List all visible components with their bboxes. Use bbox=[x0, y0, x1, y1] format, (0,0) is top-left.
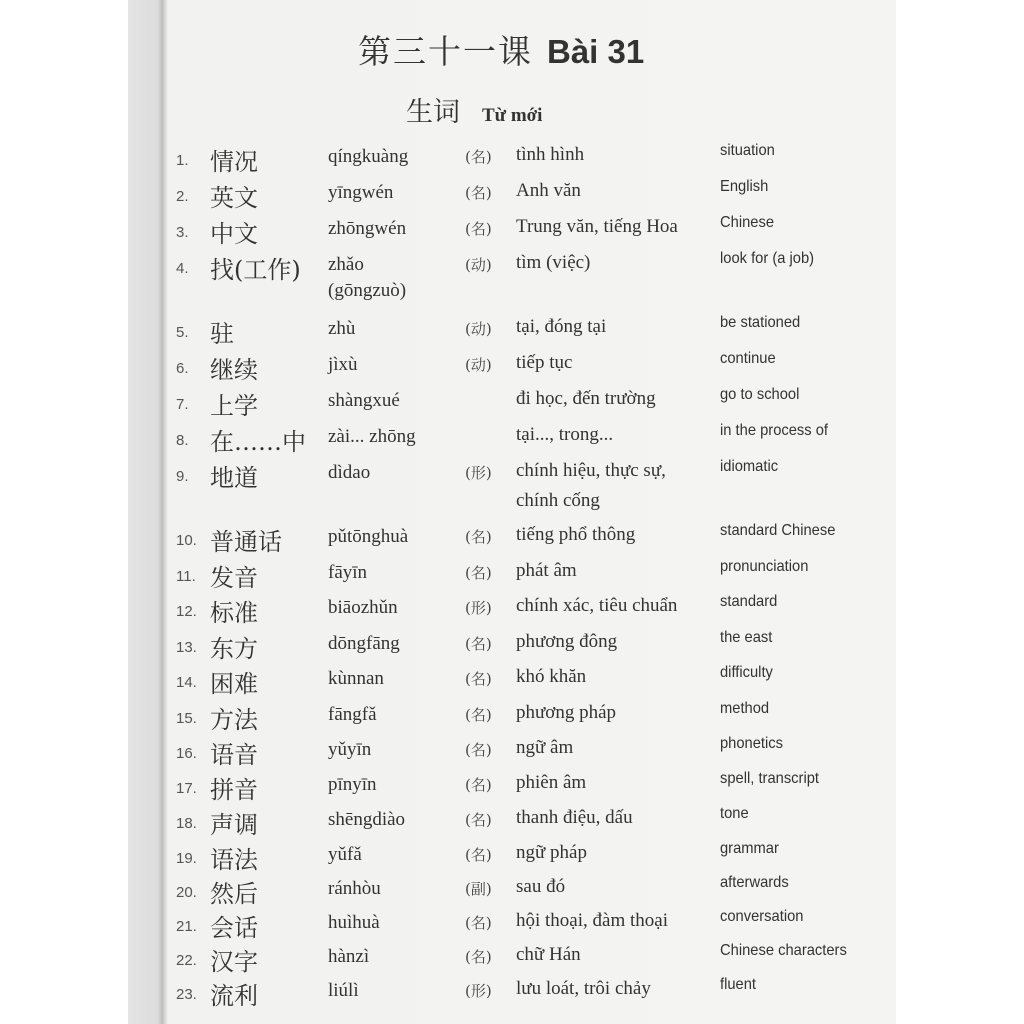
vocab-row bbox=[128, 214, 896, 250]
vocab-vietnamese: chính xác, tiêu chuẩn bbox=[516, 595, 678, 616]
vocab-pinyin: yīngwén bbox=[328, 182, 394, 203]
vocab-part-of-speech: (形) bbox=[465, 464, 492, 482]
vocab-number: 7. bbox=[176, 396, 189, 413]
vocab-vietnamese: tiếp tục bbox=[516, 352, 573, 373]
vocab-vietnamese: chính hiệu, thực sự, bbox=[516, 460, 666, 481]
vocab-row bbox=[128, 664, 896, 700]
vocab-vietnamese: thanh điệu, dấu bbox=[516, 807, 633, 828]
vocab-vietnamese: tìm (việc) bbox=[516, 252, 591, 273]
vocab-hanzi: 语法 bbox=[210, 846, 258, 874]
vocab-hanzi: 地道 bbox=[210, 464, 258, 492]
vocab-pinyin: dìdao bbox=[328, 462, 371, 483]
vocab-pinyin: zhōngwén bbox=[328, 218, 407, 239]
vocab-vietnamese: Trung văn, tiếng Hoa bbox=[516, 216, 678, 237]
vocab-english: be stationed bbox=[720, 314, 801, 331]
vocab-number: 6. bbox=[176, 360, 189, 377]
vocab-english: standard Chinese bbox=[720, 522, 836, 539]
vocab-part-of-speech: (形) bbox=[465, 599, 492, 617]
vocab-vietnamese: phát âm bbox=[516, 560, 577, 581]
vocab-row bbox=[128, 629, 896, 665]
vocab-number: 22. bbox=[176, 952, 197, 969]
vocab-english: phonetics bbox=[720, 735, 784, 752]
vocab-part-of-speech: (名) bbox=[465, 706, 492, 724]
vocab-english: standard bbox=[720, 593, 778, 610]
vocab-hanzi: 驻 bbox=[210, 320, 234, 348]
vocab-pinyin-continued: (gōngzuò) bbox=[328, 280, 407, 301]
vocab-pinyin: zhǎo bbox=[328, 254, 364, 275]
vocab-pinyin: hànzì bbox=[328, 946, 370, 967]
vocab-hanzi: 中文 bbox=[210, 220, 258, 248]
vocab-hanzi: 东方 bbox=[210, 635, 258, 663]
vocab-row bbox=[128, 458, 896, 511]
vocab-row bbox=[128, 735, 896, 771]
section-heading-vietnamese: Từ mới bbox=[482, 105, 543, 126]
lesson-title-vietnamese: Bài 31 bbox=[547, 33, 645, 70]
vocab-hanzi: 困难 bbox=[210, 670, 258, 698]
vocab-english: English bbox=[720, 178, 769, 195]
vocab-vietnamese: ngữ pháp bbox=[516, 842, 587, 863]
vocab-hanzi: 继续 bbox=[210, 356, 258, 384]
vocab-part-of-speech: (名) bbox=[465, 528, 492, 546]
book-page bbox=[128, 0, 896, 1024]
vocab-pinyin: shàngxué bbox=[328, 390, 400, 411]
vocab-hanzi: 语音 bbox=[210, 741, 258, 769]
vocab-hanzi: 普通话 bbox=[210, 528, 282, 556]
vocab-number: 23. bbox=[176, 986, 197, 1003]
vocab-hanzi: 标准 bbox=[210, 599, 258, 627]
vocab-number: 21. bbox=[176, 918, 197, 935]
vocab-row bbox=[128, 386, 896, 422]
vocab-row bbox=[128, 250, 896, 301]
vocab-pinyin: yǔfǎ bbox=[328, 844, 362, 865]
vocab-english: Chinese characters bbox=[720, 942, 847, 959]
vocab-number: 18. bbox=[176, 815, 197, 832]
vocab-vietnamese: phương pháp bbox=[516, 702, 617, 723]
vocab-hanzi: 上学 bbox=[210, 392, 258, 420]
lesson-title bbox=[358, 26, 644, 73]
vocab-number: 8. bbox=[176, 432, 189, 449]
vocab-pinyin: yǔyīn bbox=[328, 739, 372, 760]
vocab-english: tone bbox=[720, 805, 749, 822]
vocab-number: 13. bbox=[176, 639, 197, 656]
vocab-vietnamese: tình hình bbox=[516, 144, 585, 165]
vocab-english: method bbox=[720, 700, 770, 717]
vocab-english: spell, transcript bbox=[720, 770, 819, 787]
vocab-part-of-speech: (名) bbox=[465, 811, 492, 829]
vocab-hanzi: 流利 bbox=[210, 982, 258, 1010]
vocab-hanzi: 汉字 bbox=[210, 948, 258, 976]
vocab-part-of-speech: (形) bbox=[465, 982, 492, 1000]
vocab-english: go to school bbox=[720, 386, 800, 403]
vocab-pinyin: fāyīn bbox=[328, 562, 368, 583]
vocab-vietnamese: chữ Hán bbox=[516, 944, 581, 965]
vocab-number: 2. bbox=[176, 188, 189, 205]
vocab-vietnamese: hội thoại, đàm thoại bbox=[516, 910, 668, 931]
vocab-vietnamese-continued: chính cống bbox=[516, 490, 600, 511]
vocab-part-of-speech: (名) bbox=[465, 846, 492, 864]
vocab-pinyin: pǔtōnghuà bbox=[328, 526, 409, 547]
vocab-pinyin: kùnnan bbox=[328, 668, 384, 689]
vocab-pinyin: fāngfǎ bbox=[328, 704, 377, 725]
vocab-row bbox=[128, 805, 896, 841]
vocab-english: afterwards bbox=[720, 874, 789, 891]
vocab-english: the east bbox=[720, 629, 773, 646]
vocab-number: 14. bbox=[176, 674, 197, 691]
vocab-row bbox=[128, 908, 896, 944]
vocab-vietnamese: khó khăn bbox=[516, 666, 587, 687]
vocab-number: 19. bbox=[176, 850, 197, 867]
vocab-part-of-speech: (动) bbox=[465, 256, 492, 274]
vocab-part-of-speech: (名) bbox=[465, 635, 492, 653]
vocab-vietnamese: ngữ âm bbox=[516, 737, 574, 758]
vocab-vietnamese: đi học, đến trường bbox=[516, 388, 656, 409]
vocab-pinyin: biāozhǔn bbox=[328, 597, 398, 618]
vocab-english: fluent bbox=[720, 976, 757, 993]
vocab-hanzi: 情况 bbox=[210, 148, 258, 176]
vocab-pinyin: dōngfāng bbox=[328, 633, 400, 654]
vocab-vietnamese: tại, đóng tại bbox=[516, 316, 607, 337]
vocab-number: 5. bbox=[176, 324, 189, 341]
vocab-number: 20. bbox=[176, 884, 197, 901]
vocab-number: 9. bbox=[176, 468, 189, 485]
vocab-vietnamese: tiếng phổ thông bbox=[516, 524, 636, 545]
vocab-hanzi: 然后 bbox=[210, 880, 258, 908]
vocab-row bbox=[128, 942, 896, 978]
vocab-row bbox=[128, 178, 896, 214]
vocab-vietnamese: sau đó bbox=[516, 876, 566, 897]
vocab-vietnamese: lưu loát, trôi chảy bbox=[516, 978, 651, 999]
vocab-row bbox=[128, 314, 896, 350]
vocab-pinyin: jìxù bbox=[328, 354, 358, 375]
vocab-english: grammar bbox=[720, 840, 779, 857]
vocab-part-of-speech: (名) bbox=[465, 148, 492, 166]
vocab-number: 15. bbox=[176, 710, 197, 727]
vocab-row bbox=[128, 422, 896, 458]
vocab-pinyin: liúlì bbox=[328, 980, 359, 1001]
vocab-part-of-speech: (名) bbox=[465, 220, 492, 238]
vocab-english: difficulty bbox=[720, 664, 773, 681]
vocab-pinyin: zhù bbox=[328, 318, 356, 339]
vocab-part-of-speech: (名) bbox=[465, 564, 492, 582]
vocab-vietnamese: phiên âm bbox=[516, 772, 587, 793]
vocab-row bbox=[128, 976, 896, 1012]
vocab-hanzi: 方法 bbox=[210, 706, 258, 734]
vocab-part-of-speech: (动) bbox=[465, 320, 492, 338]
vocab-number: 3. bbox=[176, 224, 189, 241]
lesson-title-chinese: 第三十一课 bbox=[358, 32, 533, 71]
vocab-vietnamese: tại..., trong... bbox=[516, 424, 614, 445]
vocab-pinyin: qíngkuàng bbox=[328, 146, 409, 167]
vocab-vietnamese: Anh văn bbox=[516, 180, 581, 201]
vocab-part-of-speech: (动) bbox=[465, 356, 492, 374]
vocab-english: conversation bbox=[720, 908, 804, 925]
vocab-english: continue bbox=[720, 350, 776, 367]
section-heading bbox=[406, 90, 542, 129]
vocab-number: 10. bbox=[176, 532, 197, 549]
vocab-row bbox=[128, 350, 896, 386]
vocab-part-of-speech: (名) bbox=[465, 670, 492, 688]
vocab-number: 1. bbox=[176, 152, 189, 169]
vocab-row bbox=[128, 874, 896, 910]
vocab-row bbox=[128, 700, 896, 736]
section-heading-chinese: 生词 bbox=[406, 97, 460, 128]
vocab-vietnamese: phương đông bbox=[516, 631, 618, 652]
vocab-pinyin: pīnyīn bbox=[328, 774, 377, 795]
vocab-pinyin: ránhòu bbox=[328, 878, 381, 899]
vocab-english: idiomatic bbox=[720, 458, 779, 475]
vocab-number: 4. bbox=[176, 260, 189, 277]
vocab-number: 12. bbox=[176, 603, 197, 620]
vocab-hanzi: 在……中 bbox=[210, 428, 306, 456]
vocab-pinyin: shēngdiào bbox=[328, 809, 406, 830]
vocab-pinyin: huìhuà bbox=[328, 912, 380, 933]
vocab-english: in the process of bbox=[720, 422, 829, 439]
vocab-part-of-speech: (名) bbox=[465, 776, 492, 794]
vocab-row bbox=[128, 593, 896, 629]
vocab-row bbox=[128, 522, 896, 558]
vocab-english: pronunciation bbox=[720, 558, 809, 575]
vocab-part-of-speech: (副) bbox=[465, 880, 492, 898]
vocab-row bbox=[128, 770, 896, 806]
vocab-english: look for (a job) bbox=[720, 250, 815, 267]
vocab-pinyin: zài... zhōng bbox=[328, 426, 416, 447]
vocab-row bbox=[128, 142, 896, 178]
vocab-english: Chinese bbox=[720, 214, 775, 231]
vocab-part-of-speech: (名) bbox=[465, 914, 492, 932]
vocab-part-of-speech: (名) bbox=[465, 948, 492, 966]
vocab-part-of-speech: (名) bbox=[465, 184, 492, 202]
vocab-hanzi: 英文 bbox=[210, 184, 258, 212]
vocab-part-of-speech: (名) bbox=[465, 741, 492, 759]
vocab-hanzi: 发音 bbox=[210, 564, 258, 592]
vocab-hanzi: 会话 bbox=[210, 914, 258, 942]
vocab-hanzi: 声调 bbox=[210, 811, 258, 839]
vocab-number: 11. bbox=[176, 568, 196, 585]
vocab-row bbox=[128, 840, 896, 876]
vocab-english: situation bbox=[720, 142, 775, 159]
vocab-row bbox=[128, 558, 896, 594]
vocab-number: 17. bbox=[176, 780, 197, 797]
vocab-hanzi: 拼音 bbox=[210, 776, 258, 804]
vocab-number: 16. bbox=[176, 745, 197, 762]
vocab-hanzi: 找(工作) bbox=[210, 256, 301, 284]
